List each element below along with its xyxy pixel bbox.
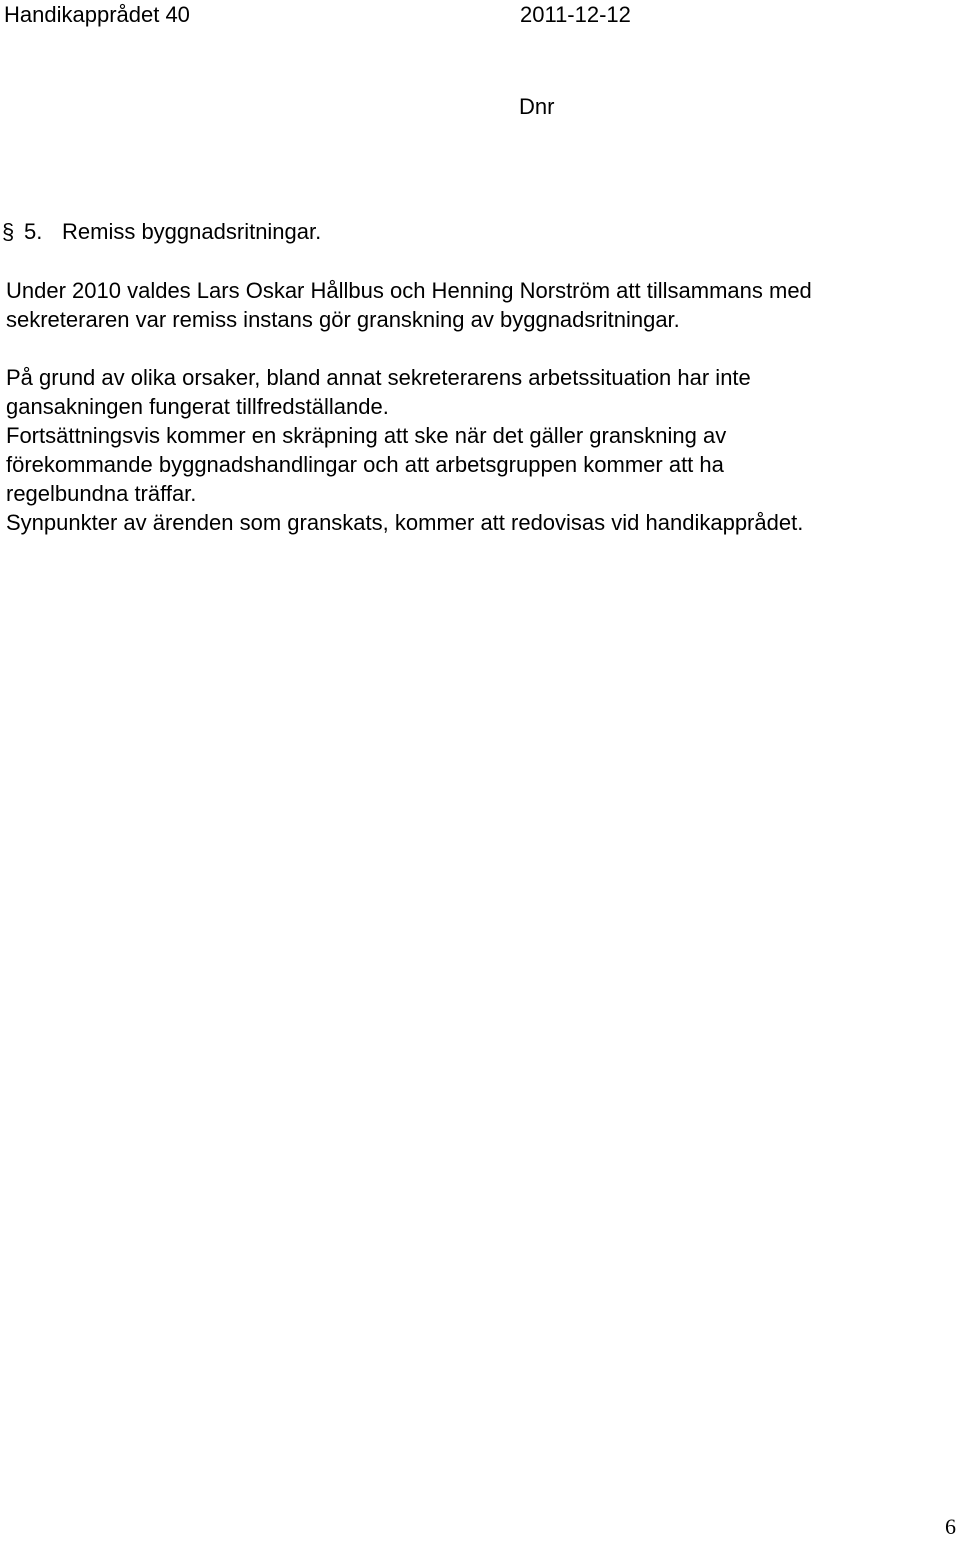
body-line: regelbundna träffar. bbox=[6, 481, 197, 506]
section-symbol: § bbox=[2, 219, 15, 244]
header-date: 2011-12-12 bbox=[520, 2, 631, 27]
section-number: 5. bbox=[24, 219, 43, 244]
body-line: Synpunkter av ärenden som granskats, kommer att redovisas vid handikapprådet. bbox=[6, 510, 804, 535]
header-dnr: Dnr bbox=[519, 94, 555, 119]
body-line: På grund av olika orsaker, bland annat sekreterarens arbetssituation har inte bbox=[6, 365, 751, 390]
body-line: förekommande byggnadshandlingar och att arbetsgruppen kommer att ha bbox=[6, 452, 724, 477]
body-line: gansakningen fungerat tillfredställande. bbox=[6, 394, 389, 419]
page-number: 6 bbox=[945, 1514, 956, 1539]
section-title: Remiss byggnadsritningar. bbox=[62, 219, 322, 244]
body-line: Fortsättningsvis kommer en skräpning att ske när det gäller granskning av bbox=[6, 423, 727, 448]
header-title: Handikapprådet 40 bbox=[4, 2, 190, 27]
section-heading bbox=[2, 217, 321, 246]
body-line: sekreteraren var remiss instans gör granskning av byggnadsritningar. bbox=[6, 307, 680, 332]
body-line: Under 2010 valdes Lars Oskar Hållbus och Henning Norström att tillsammans med bbox=[6, 278, 812, 303]
